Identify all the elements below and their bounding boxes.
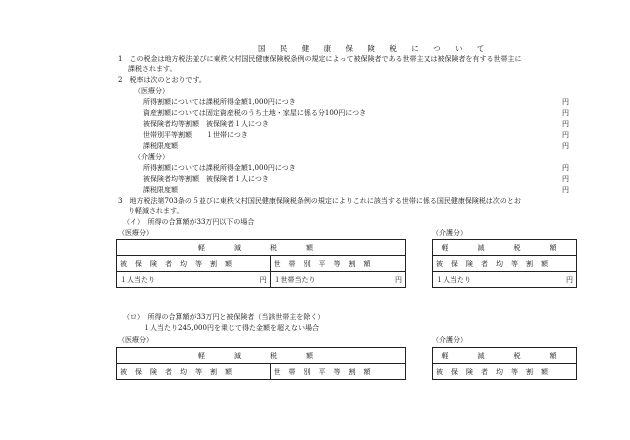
case-ro-line-2: １人当たり245,000円を乗じて得た金額を超えない場合 <box>143 324 319 332</box>
table-header-reduced: 軽 減 税 額 <box>117 240 406 256</box>
medical-item: 被保険者均等割額 被保険者１人につき <box>143 120 269 128</box>
paragraph-3-line-1: 3 地方税法第703条の５並びに東秩父村国民健康保険税条例の規定によりこれに該当する世帯に係る国民健康保険税は次のとお <box>118 197 521 205</box>
yen-unit: 円 <box>562 186 569 194</box>
reduction-table-medical <box>116 239 406 288</box>
paragraph-1-line-1: 1 この税金は地方税法並びに東秩父村国民健康保険税条例の規定によって被保険者である世帯主又は被保険者を有する世帯主に <box>118 55 522 63</box>
table-header-reduced: 軽 減 税 額 <box>433 348 577 364</box>
medical-item: 世帯別平等割額 １世帯につき <box>143 131 248 139</box>
medical-item: 所得割額については課税所得金額1,000円につき <box>143 98 296 106</box>
table-cell-per-person: １人当たり 円 <box>433 272 577 288</box>
yen-unit: 円 <box>562 98 569 106</box>
document-title: 国 民 健 康 保 険 税 に つ い て <box>258 44 491 53</box>
reduction-table-care <box>432 239 577 288</box>
table-col-per-person: 被保険者均等割額 <box>433 256 577 272</box>
case-ro-line-1: （ロ） 所得の合算額が33万円と被保険者（当該世帯主を除く） <box>123 313 325 321</box>
paragraph-2-heading: 2 税率は次のとおりです。 <box>118 76 206 84</box>
table-col-per-household: 世帯別平等割額 <box>270 364 405 380</box>
paragraph-3-line-2: り軽減されます。 <box>128 207 184 215</box>
table-medical-label: （医療分） <box>118 229 153 237</box>
care-item: 被保険者均等割額 被保険者１人につき <box>143 175 269 183</box>
table-col-per-household: 世帯別平等割額 <box>270 256 405 272</box>
table-cell-per-household: １世帯当たり 円 <box>270 272 405 288</box>
reduction-table-care-2 <box>432 347 577 380</box>
yen-unit: 円 <box>562 131 569 139</box>
medical-section-label: （医療分） <box>134 87 169 95</box>
case-i-heading: （イ） 所得の合算額が33万円以下の場合 <box>123 218 255 226</box>
table-header-reduced: 軽 減 税 額 <box>117 348 406 364</box>
care-item: 課税限度額 <box>143 186 178 194</box>
reduction-table-medical-2 <box>116 347 406 380</box>
yen-unit: 円 <box>562 120 569 128</box>
yen-unit: 円 <box>562 164 569 172</box>
care-item: 所得割額については課税所得金額1,000円につき <box>143 164 296 172</box>
yen-unit: 円 <box>562 142 569 150</box>
table-col-per-person: 被保険者均等割額 <box>117 256 271 272</box>
paragraph-1-line-2: 課税されます。 <box>128 65 177 73</box>
table-care-label: （介護分） <box>432 336 467 344</box>
table-care-label: （介護分） <box>432 229 467 237</box>
table-col-per-person: 被保険者均等割額 <box>433 364 577 380</box>
medical-item: 資産割額については固定資産税のうち土地・家屋に係る分100円につき <box>143 109 367 117</box>
yen-unit: 円 <box>562 175 569 183</box>
table-medical-label: （医療分） <box>118 336 153 344</box>
yen-unit: 円 <box>562 109 569 117</box>
medical-item: 課税限度額 <box>143 142 178 150</box>
table-header-reduced: 軽 減 税 額 <box>433 240 577 256</box>
table-cell-per-person: １人当たり 円 <box>117 272 271 288</box>
care-section-label: （介護分） <box>134 153 169 161</box>
table-col-per-person: 被保険者均等割額 <box>117 364 271 380</box>
